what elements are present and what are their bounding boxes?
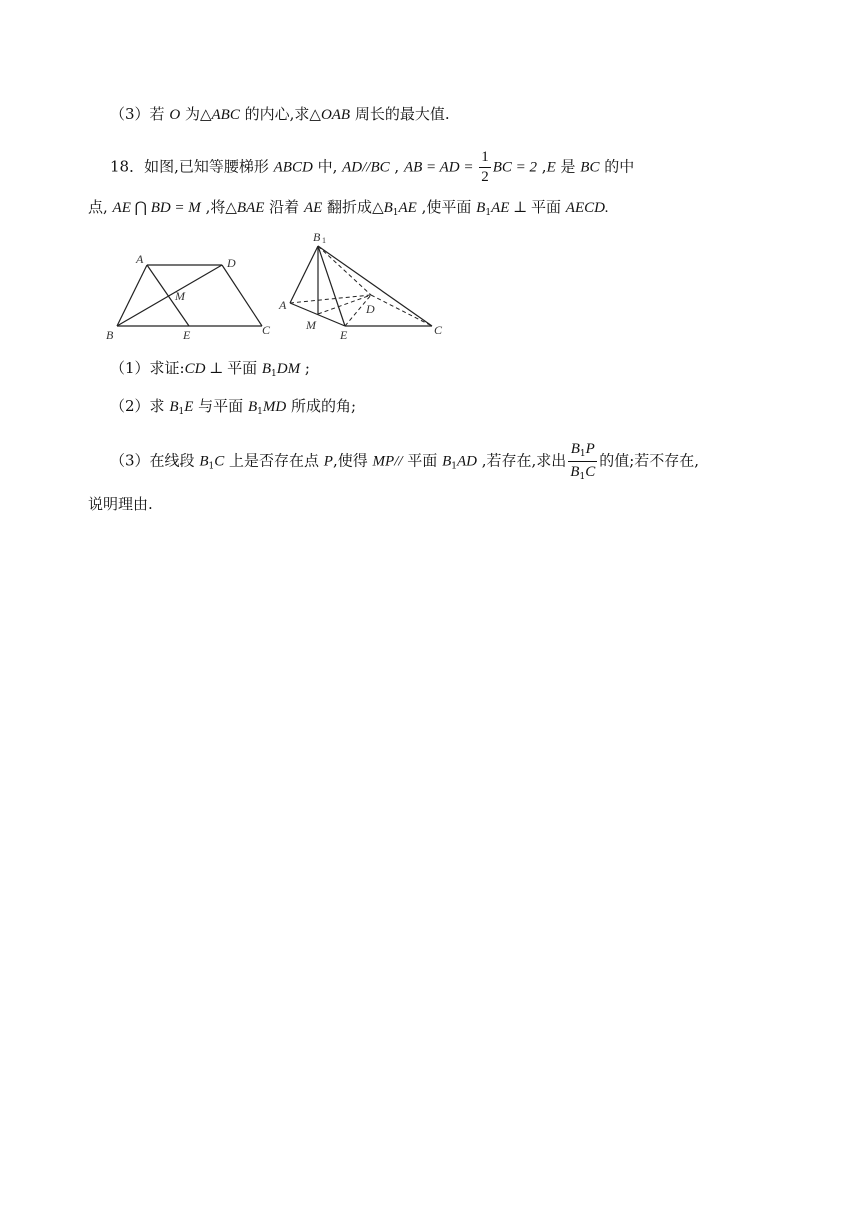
fraction-b1p-over-b1c <box>568 441 597 482</box>
text: 为 <box>180 105 200 123</box>
math-var: AD//BC <box>342 159 390 176</box>
text: 与平面 <box>193 397 248 415</box>
pyramid-hidden-edges <box>290 246 432 326</box>
text: , <box>389 157 404 176</box>
math-var: E <box>184 399 194 415</box>
triangle-symbol: △ <box>372 198 384 216</box>
perpendicular-symbol: ⊥ <box>205 361 228 377</box>
label-A2: A <box>279 298 287 312</box>
subscript: 1 <box>392 208 399 218</box>
q18-part1-line <box>110 358 310 384</box>
text: ,使得 <box>332 451 373 470</box>
text: 说明理由. <box>88 495 153 513</box>
label-D2: D <box>366 302 375 316</box>
math-var: BAE <box>236 200 265 216</box>
q18-line1 <box>110 150 634 185</box>
text: 翻折成 <box>322 198 373 216</box>
label-B1-subscript: 1 <box>322 236 326 245</box>
math-var: O <box>169 107 181 123</box>
label-D: D <box>227 256 236 270</box>
text: 的中 <box>599 157 635 176</box>
q18-part2-line <box>110 396 356 422</box>
text: 的值;若不存在, <box>599 451 700 470</box>
triangle-symbol: △ <box>199 105 212 123</box>
trapezoid-figure <box>117 265 262 326</box>
math-var: C <box>585 464 596 480</box>
subscript: 1 <box>579 472 586 482</box>
fraction-numerator <box>568 441 597 462</box>
text: 在线段 <box>149 451 200 470</box>
text: ,将 <box>200 198 226 216</box>
text: ; <box>300 359 310 377</box>
math-var: ABC <box>211 107 240 123</box>
text: 求证: <box>149 359 185 377</box>
label-C2: C <box>434 323 443 337</box>
subscript: 1 <box>485 208 492 218</box>
label-A: A <box>136 252 144 266</box>
label-E: E <box>183 328 191 342</box>
math-var: AECD. <box>565 200 609 216</box>
text: ,若存在,求出 <box>476 451 567 470</box>
text: 的内心,求 <box>239 105 310 123</box>
math-var: B <box>261 361 272 377</box>
text: 求 <box>149 397 170 415</box>
q18-part3-line2 <box>88 494 153 514</box>
text: 平面 <box>402 451 443 470</box>
math-var: B <box>476 200 486 216</box>
q17-part3-line <box>110 104 450 125</box>
subscript: 1 <box>579 449 586 459</box>
intersection-symbol: ⋂ <box>130 200 151 216</box>
math-var: B <box>247 399 258 415</box>
label-M2: M <box>306 318 316 332</box>
subscript: 1 <box>451 461 457 472</box>
label-B1: B <box>313 230 321 244</box>
math-var: AE <box>491 200 510 216</box>
math-var: B <box>199 453 209 470</box>
text: ,使平面 <box>416 198 477 216</box>
text: , <box>537 157 547 176</box>
q18-number: 18． <box>110 157 145 176</box>
text: 是 <box>555 157 581 176</box>
parallel-symbol: // <box>394 453 403 470</box>
text: 中, <box>312 157 343 176</box>
math-var: AE <box>398 200 417 216</box>
q18-part3-number: （3） <box>110 451 150 470</box>
fraction-denominator: 2 <box>481 169 489 185</box>
math-var: OAB <box>320 107 351 123</box>
subscript: 1 <box>271 369 277 379</box>
math-var: E <box>546 159 556 176</box>
label-M: M <box>175 289 185 303</box>
math-var: B <box>570 464 580 480</box>
math-expr: BC = 2 <box>492 159 538 176</box>
math-var: MD <box>262 399 287 415</box>
text: 上是否存在点 <box>224 451 324 470</box>
math-var: B <box>169 399 179 415</box>
label-B: B <box>106 328 114 342</box>
math-var: B <box>383 200 393 216</box>
q18-part2-number: （2） <box>110 397 150 415</box>
text: 如图,已知等腰梯形 <box>144 157 274 176</box>
label-E2: E <box>340 328 348 342</box>
subscript: 1 <box>178 407 185 417</box>
math-var: ABCD <box>273 159 313 176</box>
math-var: MP <box>372 453 395 470</box>
triangle-symbol: △ <box>225 198 237 216</box>
text: 若 <box>149 105 170 123</box>
q18-part1-number: （1） <box>110 359 150 377</box>
fraction-one-half <box>479 150 491 185</box>
triangle-symbol: △ <box>309 105 321 123</box>
math-var: CD <box>184 361 206 377</box>
math-var: B <box>442 453 452 470</box>
text: 沿着 <box>264 198 304 216</box>
perpendicular-symbol: ⊥ <box>509 200 531 216</box>
math-var: BC <box>580 159 600 176</box>
math-expr: BD = M <box>150 200 201 216</box>
math-var: DM <box>276 361 301 377</box>
q18-part3-line <box>110 441 699 484</box>
subscript: 1 <box>208 461 215 472</box>
math-var: C <box>214 453 225 470</box>
text: 所成的角; <box>286 397 357 415</box>
fraction-numerator: 1 <box>479 150 491 168</box>
label-C: C <box>262 323 271 337</box>
math-var: B <box>570 441 580 457</box>
math-var: AE <box>112 200 131 216</box>
math-var: AE <box>303 200 323 216</box>
geometry-figures <box>0 225 860 345</box>
math-var: P <box>585 441 595 457</box>
math-var: P <box>323 453 333 470</box>
math-expr: AB = AD = <box>403 159 478 176</box>
subscript: 1 <box>257 407 263 417</box>
math-var: AD <box>456 453 477 470</box>
fraction-denominator <box>568 462 597 482</box>
text: 周长的最大值. <box>350 105 450 123</box>
text: 平面 <box>227 359 262 377</box>
text: 平面 <box>531 198 566 216</box>
q17-part3-number: （3） <box>110 105 150 123</box>
q18-line2 <box>88 197 609 223</box>
text: 点, <box>88 198 113 216</box>
